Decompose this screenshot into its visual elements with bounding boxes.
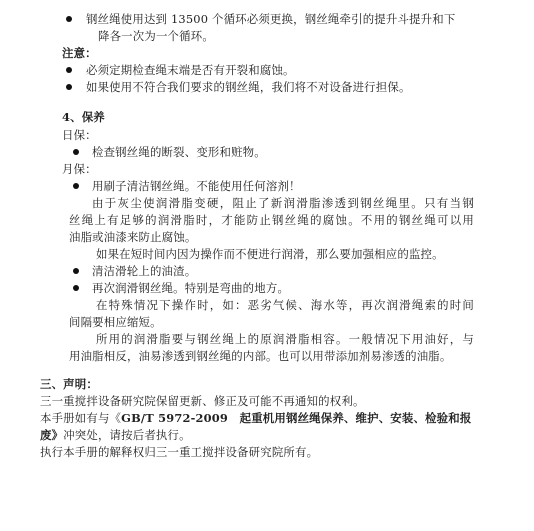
daily-maintenance-label: 日保： [62, 128, 97, 142]
bullet-dot [73, 183, 79, 189]
statement-standard-line1 [40, 410, 471, 426]
bullet-dot [73, 268, 79, 274]
pulley-clean-text: 清洁滑轮上的油渣。 [92, 264, 197, 278]
bullet-dot [73, 285, 79, 291]
statement-standard-suffix: 冲突处，请按后者执行。 [63, 428, 191, 442]
cycle-replacement-text-line2: 降各一次为一个循环。 [98, 29, 214, 43]
note-check-end-text: 必须定期检查绳末端是否有开裂和腐蚀。 [86, 63, 295, 77]
section-statement-heading: 三、声明： [40, 377, 98, 391]
bullet-dot [66, 67, 72, 73]
relubricate-text: 再次润滑钢丝绳。特别是弯曲的地方。 [92, 281, 290, 295]
grease-paragraph-line1: 由于灰尘使润滑脂变硬，阻止了新润滑脂渗透到钢丝绳里。只有当钢 [92, 196, 474, 210]
statement-standard-prefix: 本手册如有与《 [40, 411, 122, 425]
standard-title-part2: 废》 [40, 428, 64, 442]
monthly-maintenance-label: 月保： [62, 162, 97, 176]
special-conditions-line1: 在特殊情况下操作时，如：恶劣气候、海水等，再次润滑绳索的时间 [96, 298, 474, 312]
bullet-dot [73, 149, 79, 155]
monitoring-paragraph: 如果在短时间内因为操作而不便进行润滑，那么要加强相应的监控。 [96, 247, 444, 261]
statement-interpretation-text: 执行本手册的解释权归三一重工搅拌设备研究院所有。 [40, 445, 319, 459]
statement-rights-text: 三一重搅拌设备研究院保留更新、修正及可能不再通知的权利。 [40, 394, 365, 408]
cycle-replacement-text-line1: 钢丝绳使用达到 13500 个循环必须更换，钢丝绳牵引的提升斗提升和下 [86, 12, 456, 26]
bullet-dot [66, 16, 72, 22]
monthly-clean-text: 用刷子清洁钢丝绳。不能使用任何溶剂！ [92, 179, 301, 193]
standard-title-part1: GB/T 5972-2009 起重机用钢丝绳保养、维护、安装、检验和报 [121, 411, 472, 425]
note-label: 注意： [62, 46, 97, 60]
statement-standard-line2 [40, 427, 191, 443]
daily-check-text: 检查钢丝绳的断裂、变形和赃物。 [92, 145, 266, 159]
note-warranty-text: 如果使用不符合我们要求的钢丝绳，我们将不对设备进行担保。 [86, 80, 411, 94]
bullet-dot [66, 84, 72, 90]
grease-paragraph-line3: 油脂或油漆来防止腐蚀。 [69, 230, 197, 244]
grease-compat-line1: 所用的润滑脂要与钢丝绳上的原润滑脂相容。一般情况下用油好，与 [96, 332, 474, 346]
grease-paragraph-line2: 丝绳上有足够的润滑脂时，才能防止钢丝绳的腐蚀。不用的钢丝绳可以用 [69, 213, 474, 227]
special-conditions-line2: 间隔要相应缩短。 [69, 315, 162, 329]
section-maintenance-heading: 4、保养 [62, 110, 105, 124]
grease-compat-line2: 用油脂相反，油易渗透到钢丝绳的内部。也可以用带添加剂易渗透的油脂。 [69, 349, 452, 363]
